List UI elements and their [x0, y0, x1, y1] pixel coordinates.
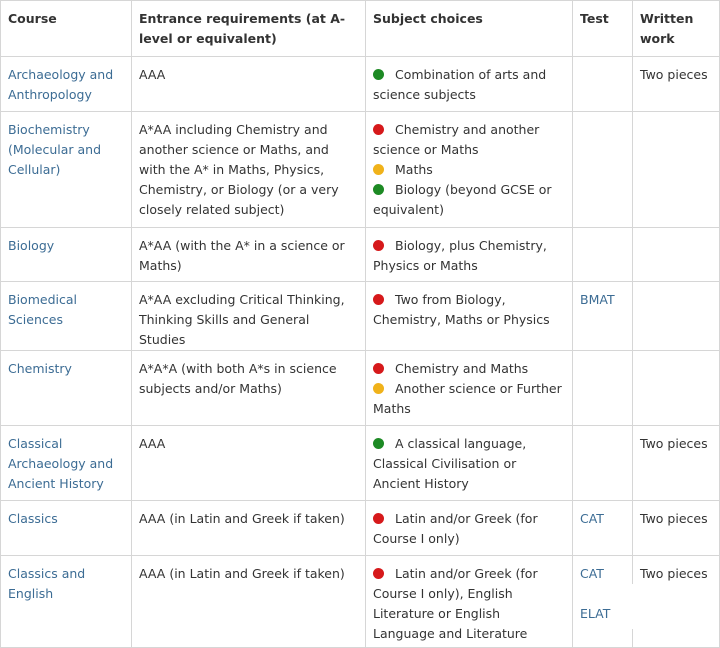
amber-dot-icon [373, 164, 384, 175]
written-cell: Two pieces [633, 501, 720, 556]
subject-choice: Chemistry and another science or Maths [373, 122, 540, 157]
subject-choice: Chemistry and Maths [373, 359, 565, 379]
requirements-cell: AAA [132, 426, 366, 501]
red-dot-icon [373, 513, 384, 524]
amber-dot-icon [373, 383, 384, 394]
test-cell [573, 426, 633, 501]
table-row [1, 112, 720, 228]
written-cell [633, 228, 720, 282]
border-gap [632, 584, 640, 629]
requirements-cell: AAA (in Latin and Greek if taken) [132, 501, 366, 556]
test-cell [573, 228, 633, 282]
test-cell [573, 282, 633, 351]
course-link[interactable]: Chemistry [8, 361, 72, 376]
green-dot-icon [373, 69, 384, 80]
green-dot-icon [373, 438, 384, 449]
test-link-elat[interactable]: ELAT [580, 606, 611, 621]
table-row [1, 228, 720, 282]
subject-choice: Maths [373, 160, 565, 180]
written-cell: Two pieces [633, 426, 720, 501]
header-test: Test [573, 1, 633, 57]
table-row [1, 282, 720, 351]
course-link[interactable]: Biochemistry (Molecular and Cellular) [8, 122, 102, 177]
subject-choice: Biology, plus Chemistry, Physics or Maths [373, 238, 547, 273]
header-written: Written work [633, 1, 720, 57]
written-cell [633, 282, 720, 351]
subjects-cell [366, 556, 573, 648]
requirements-cell: AAA [132, 57, 366, 112]
subject-choice: Latin and/or Greek (for Course I only) [373, 511, 538, 546]
test-cell [573, 57, 633, 112]
requirements-cell: A*A*A (with both A*s in science subjects and/or Maths) [132, 351, 366, 426]
table-row [1, 57, 720, 112]
course-link[interactable]: Archaeology and Anthropology [8, 67, 114, 102]
requirements-cell: A*AA (with the A* in a science or Maths) [132, 228, 366, 282]
course-link[interactable]: Classics and English [8, 566, 86, 601]
subjects-cell [366, 112, 573, 228]
written-cell [633, 112, 720, 228]
header-requirements: Entrance requirements (at A-level or equivalent) [132, 1, 366, 57]
red-dot-icon [373, 240, 384, 251]
course-link[interactable]: Biology [8, 238, 55, 253]
green-dot-icon [373, 184, 384, 195]
requirements-cell: A*AA excluding Critical Thinking, Thinking Skills and General Studies [132, 282, 366, 351]
subject-choice: A classical language, Classical Civilisation or Ancient History [373, 436, 527, 491]
header-subjects: Subject choices [366, 1, 573, 57]
table-header-row [1, 1, 720, 57]
test-cell [573, 351, 633, 426]
course-link[interactable]: Biomedical Sciences [8, 292, 77, 327]
subject-choice: Another science or Further Maths [373, 381, 562, 416]
test-link-bmat[interactable]: BMAT [580, 292, 615, 307]
course-link[interactable]: Classical Archaeology and Ancient History [8, 436, 114, 491]
red-dot-icon [373, 294, 384, 305]
written-cell [633, 351, 720, 426]
test-link-cat[interactable]: CAT [580, 511, 604, 526]
table-row [1, 351, 720, 426]
subjects-cell [366, 282, 573, 351]
red-dot-icon [373, 363, 384, 374]
table-row [1, 501, 720, 556]
subjects-cell [366, 351, 573, 426]
written-cell: Two pieces [633, 57, 720, 112]
subject-choice: Latin and/or Greek (for Course I only), English Literature or English Language and Literature [373, 566, 538, 641]
red-dot-icon [373, 124, 384, 135]
table-row [1, 556, 720, 648]
test-cell [573, 556, 633, 648]
requirements-cell: AAA (in Latin and Greek if taken) [132, 556, 366, 648]
test-cell [573, 112, 633, 228]
subject-choice: Two from Biology, Chemistry, Maths or Physics [373, 292, 550, 327]
test-link-cat[interactable]: CAT [580, 566, 604, 581]
requirements-cell: A*AA including Chemistry and another science or Maths, and with the A* in Maths, Physics, Chemistry, or Biology (or a very closely related subject) [132, 112, 366, 228]
subjects-cell [366, 228, 573, 282]
subject-choice: Biology (beyond GCSE or equivalent) [373, 182, 552, 217]
subject-choice: Combination of arts and science subjects [373, 67, 547, 102]
course-link[interactable]: Classics [8, 511, 58, 526]
written-cell: Two pieces [633, 556, 720, 648]
red-dot-icon [373, 568, 384, 579]
subjects-cell [366, 57, 573, 112]
table-row [1, 426, 720, 501]
test-cell [573, 501, 633, 556]
subjects-cell [366, 426, 573, 501]
subjects-cell [366, 501, 573, 556]
header-course: Course [1, 1, 132, 57]
